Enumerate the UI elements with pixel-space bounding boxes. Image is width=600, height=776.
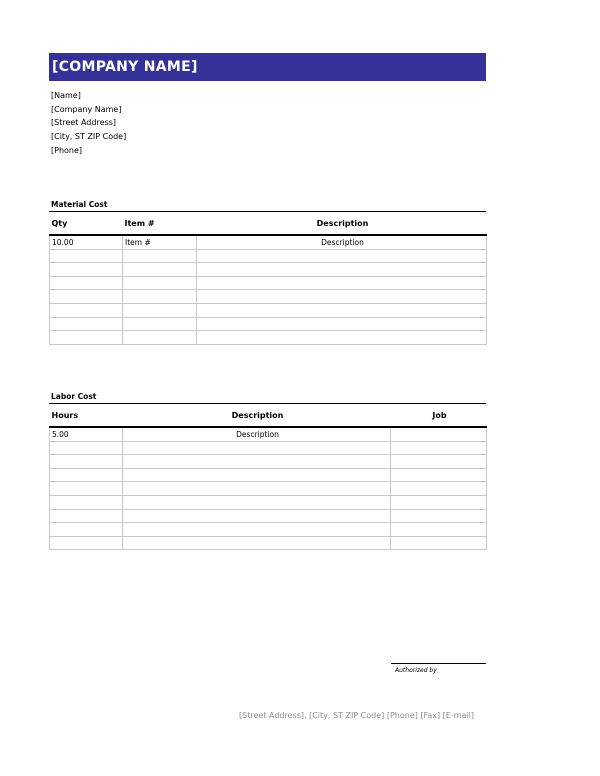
table-row — [50, 455, 487, 469]
labor-hours-header: Hours — [50, 405, 123, 427]
labor-header-row — [50, 405, 487, 427]
labor-job-cell[interactable] — [391, 523, 487, 537]
table-row — [50, 276, 487, 290]
table-row — [50, 249, 487, 263]
labor-job-cell[interactable] — [391, 427, 487, 441]
contact-phone: [Phone] — [51, 145, 83, 155]
contact-name: [Name] — [51, 91, 81, 100]
material-item-cell[interactable]: Item # — [123, 235, 197, 249]
material-header-row — [50, 213, 487, 235]
table-row — [50, 263, 487, 277]
labor-job-cell[interactable] — [391, 536, 487, 550]
table-row — [50, 317, 487, 331]
labor-job-cell[interactable] — [391, 468, 487, 482]
material-item-cell[interactable] — [123, 290, 197, 304]
material-item-cell[interactable] — [123, 331, 197, 345]
material-qty-cell[interactable] — [50, 276, 123, 290]
material-description-cell[interactable] — [197, 331, 487, 345]
contact-block — [51, 89, 126, 157]
material-description-cell[interactable] — [197, 290, 487, 304]
table-row — [50, 331, 487, 345]
material-qty-cell[interactable] — [50, 303, 123, 317]
material-description-cell[interactable] — [197, 276, 487, 290]
material-cost-title: Material Cost — [49, 200, 486, 212]
material-qty-cell[interactable] — [50, 317, 123, 331]
material-item-cell[interactable] — [123, 276, 197, 290]
material-qty-cell[interactable] — [50, 331, 123, 345]
material-item-cell[interactable] — [123, 303, 197, 317]
table-row — [50, 509, 487, 523]
material-description-cell[interactable] — [197, 317, 487, 331]
labor-description-cell[interactable] — [123, 482, 391, 496]
labor-job-header: Job — [391, 405, 487, 427]
contact-city: [City, ST ZIP Code] — [51, 132, 127, 142]
labor-description-cell[interactable] — [123, 495, 391, 509]
table-row — [50, 468, 487, 482]
material-description-cell[interactable] — [197, 249, 487, 263]
material-qty-header: Qty — [50, 213, 123, 235]
table-row — [50, 536, 487, 550]
material-item-cell[interactable] — [123, 263, 197, 277]
material-description-header: Description — [197, 213, 487, 235]
material-description-cell[interactable]: Description — [197, 235, 487, 249]
table-row — [50, 482, 487, 496]
labor-description-cell[interactable] — [123, 441, 391, 455]
labor-hours-cell[interactable] — [50, 509, 123, 523]
company-name-banner: [COMPANY NAME] — [49, 53, 486, 81]
labor-job-cell[interactable] — [391, 509, 487, 523]
table-row — [50, 303, 487, 317]
table-row — [50, 427, 487, 441]
material-description-cell[interactable] — [197, 303, 487, 317]
labor-hours-cell[interactable] — [50, 536, 123, 550]
labor-description-cell[interactable] — [123, 509, 391, 523]
labor-hours-cell[interactable]: 5.00 — [50, 427, 123, 441]
labor-description-cell[interactable] — [123, 536, 391, 550]
material-item-cell[interactable] — [123, 249, 197, 263]
labor-hours-cell[interactable] — [50, 523, 123, 537]
labor-job-cell[interactable] — [391, 482, 487, 496]
labor-hours-cell[interactable] — [50, 441, 123, 455]
material-qty-cell[interactable]: 10.00 — [50, 235, 123, 249]
table-row — [50, 495, 487, 509]
material-qty-cell[interactable] — [50, 290, 123, 304]
table-row — [50, 523, 487, 537]
labor-hours-cell[interactable] — [50, 468, 123, 482]
table-row — [50, 235, 487, 249]
labor-hours-cell[interactable] — [50, 495, 123, 509]
material-description-cell[interactable] — [197, 263, 487, 277]
labor-job-cell[interactable] — [391, 495, 487, 509]
table-row — [50, 290, 487, 304]
contact-company: [Company Name] — [51, 104, 122, 114]
labor-job-cell[interactable] — [391, 455, 487, 469]
labor-job-cell[interactable] — [391, 441, 487, 455]
labor-description-cell[interactable] — [123, 468, 391, 482]
labor-description-header: Description — [123, 405, 391, 427]
material-qty-cell[interactable] — [50, 263, 123, 277]
labor-hours-cell[interactable] — [50, 482, 123, 496]
material-item-header: Item # — [123, 213, 197, 235]
labor-hours-cell[interactable] — [50, 455, 123, 469]
authorized-by-signature-line: Authorized by — [391, 663, 486, 674]
material-item-cell[interactable] — [123, 317, 197, 331]
labor-description-cell[interactable] — [123, 523, 391, 537]
labor-cost-table — [49, 405, 487, 550]
contact-street: [Street Address] — [51, 118, 116, 128]
table-row — [50, 441, 487, 455]
footer-contact-line: [Street Address], [City, ST ZIP Code] [Phone] [Fax] [E-mail] — [239, 711, 474, 720]
material-cost-table — [49, 213, 487, 345]
labor-description-cell[interactable] — [123, 455, 391, 469]
labor-cost-title: Labor Cost — [49, 392, 486, 404]
material-qty-cell[interactable] — [50, 249, 123, 263]
labor-description-cell[interactable]: Description — [123, 427, 391, 441]
